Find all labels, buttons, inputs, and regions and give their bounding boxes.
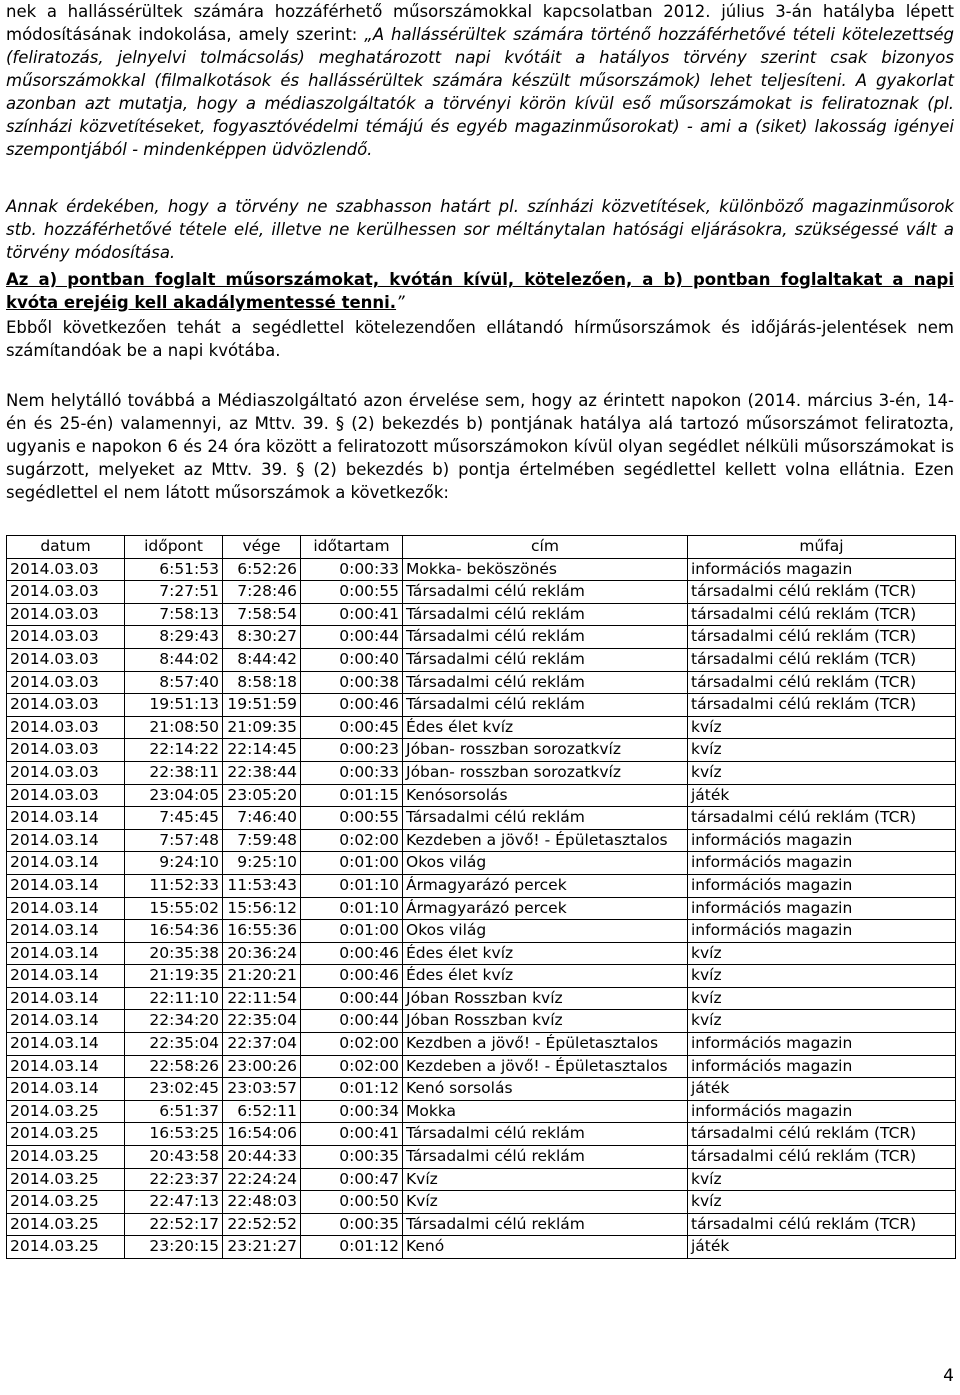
end-time-cell: 16:55:36 — [223, 920, 301, 943]
title-cell: Kenó — [403, 1236, 688, 1259]
genre-cell: információs magazin — [688, 920, 956, 943]
end-time-cell: 23:00:26 — [223, 1055, 301, 1078]
genre-cell: társadalmi célú reklám (TCR) — [688, 807, 956, 830]
end-time-cell: 9:25:10 — [223, 852, 301, 875]
table-row — [7, 1078, 956, 1101]
start-time-cell: 20:43:58 — [125, 1146, 223, 1169]
end-time-cell: 22:37:04 — [223, 1033, 301, 1056]
date-cell: 2014.03.03 — [7, 626, 125, 649]
duration-cell: 0:00:46 — [301, 942, 403, 965]
table-row — [7, 965, 956, 988]
table-header-row — [7, 536, 956, 559]
title-cell: Társadalmi célú reklám — [403, 807, 688, 830]
end-time-cell: 22:38:44 — [223, 761, 301, 784]
end-time-cell: 22:11:54 — [223, 987, 301, 1010]
start-time-cell: 7:45:45 — [125, 807, 223, 830]
date-cell: 2014.03.03 — [7, 558, 125, 581]
start-time-cell: 8:44:02 — [125, 648, 223, 671]
genre-cell: játék — [688, 1078, 956, 1101]
start-time-cell: 22:38:11 — [125, 761, 223, 784]
table-row — [7, 603, 956, 626]
duration-cell: 0:00:46 — [301, 965, 403, 988]
date-cell: 2014.03.14 — [7, 942, 125, 965]
start-time-cell: 23:04:05 — [125, 784, 223, 807]
start-time-cell: 19:51:13 — [125, 694, 223, 717]
title-cell: Édes élet kvíz — [403, 942, 688, 965]
genre-cell: társadalmi célú reklám (TCR) — [688, 694, 956, 717]
start-time-cell: 22:52:17 — [125, 1213, 223, 1236]
genre-cell: kvíz — [688, 716, 956, 739]
duration-cell: 0:00:35 — [301, 1213, 403, 1236]
table-row — [7, 648, 956, 671]
table-row — [7, 1191, 956, 1214]
header-idotartam: időtartam — [301, 536, 403, 559]
duration-cell: 0:00:46 — [301, 694, 403, 717]
header-vege: vége — [223, 536, 301, 559]
start-time-cell: 22:34:20 — [125, 1010, 223, 1033]
end-time-cell: 7:59:48 — [223, 829, 301, 852]
date-cell: 2014.03.14 — [7, 1078, 125, 1101]
date-cell: 2014.03.14 — [7, 807, 125, 830]
start-time-cell: 23:02:45 — [125, 1078, 223, 1101]
end-time-cell: 21:20:21 — [223, 965, 301, 988]
date-cell: 2014.03.03 — [7, 603, 125, 626]
start-time-cell: 8:57:40 — [125, 671, 223, 694]
title-cell: Mokka — [403, 1100, 688, 1123]
genre-cell: információs magazin — [688, 852, 956, 875]
end-time-cell: 20:44:33 — [223, 1146, 301, 1169]
table-row — [7, 1236, 956, 1259]
table-row — [7, 920, 956, 943]
duration-cell: 0:00:40 — [301, 648, 403, 671]
duration-cell: 0:02:00 — [301, 829, 403, 852]
date-cell: 2014.03.14 — [7, 1055, 125, 1078]
title-cell: Társadalmi célú reklám — [403, 626, 688, 649]
start-time-cell: 16:54:36 — [125, 920, 223, 943]
title-cell: Jóban- rosszban sorozatkvíz — [403, 761, 688, 784]
date-cell: 2014.03.14 — [7, 1033, 125, 1056]
duration-cell: 0:00:47 — [301, 1168, 403, 1191]
duration-cell: 0:01:12 — [301, 1236, 403, 1259]
date-cell: 2014.03.14 — [7, 987, 125, 1010]
duration-cell: 0:02:00 — [301, 1033, 403, 1056]
genre-cell: információs magazin — [688, 558, 956, 581]
programmes-table — [6, 535, 956, 1259]
paragraph-intro — [6, 0, 954, 161]
genre-cell: játék — [688, 1236, 956, 1259]
title-cell: Édes élet kvíz — [403, 965, 688, 988]
date-cell: 2014.03.03 — [7, 784, 125, 807]
genre-cell: társadalmi célú reklám (TCR) — [688, 581, 956, 604]
table-row — [7, 1213, 956, 1236]
duration-cell: 0:00:45 — [301, 716, 403, 739]
start-time-cell: 8:29:43 — [125, 626, 223, 649]
title-cell: Édes élet kvíz — [403, 716, 688, 739]
date-cell: 2014.03.25 — [7, 1168, 125, 1191]
header-cim: cím — [403, 536, 688, 559]
title-cell: Kezdeben a jövő! - Épületasztalos — [403, 829, 688, 852]
paragraph-amendment-purpose: Annak érdekében, hogy a törvény ne szabhasson határt pl. színházi közvetítések, különböző magazinműsorok stb. hozzáférhetővé tétele elé, illetve ne kerülhessen sor méltánytalan hatósági eljárásokra, szükségessé vált a törvény módosítása. — [6, 197, 954, 262]
title-cell: Társadalmi célú reklám — [403, 603, 688, 626]
end-time-cell: 21:09:35 — [223, 716, 301, 739]
intro-text: nek a hallássérültek számára hozzáférhető műsorszámokkal kapcsolatban 2012. július 3-án hatályba lépett módosításának indokolása, amely szerint: — [6, 2, 954, 44]
genre-cell: kvíz — [688, 739, 956, 762]
date-cell: 2014.03.25 — [7, 1146, 125, 1169]
title-cell: Jóban Rosszban kvíz — [403, 1010, 688, 1033]
end-time-cell: 15:56:12 — [223, 897, 301, 920]
genre-cell: információs magazin — [688, 1055, 956, 1078]
table-row — [7, 874, 956, 897]
end-time-cell: 8:44:42 — [223, 648, 301, 671]
start-time-cell: 23:20:15 — [125, 1236, 223, 1259]
genre-cell: társadalmi célú reklám (TCR) — [688, 648, 956, 671]
date-cell: 2014.03.03 — [7, 581, 125, 604]
duration-cell: 0:00:44 — [301, 1010, 403, 1033]
date-cell: 2014.03.25 — [7, 1100, 125, 1123]
end-time-cell: 22:52:52 — [223, 1213, 301, 1236]
genre-cell: kvíz — [688, 987, 956, 1010]
table-row — [7, 761, 956, 784]
end-time-cell: 22:14:45 — [223, 739, 301, 762]
table-row — [7, 1123, 956, 1146]
start-time-cell: 9:24:10 — [125, 852, 223, 875]
start-time-cell: 22:11:10 — [125, 987, 223, 1010]
end-time-cell: 7:46:40 — [223, 807, 301, 830]
table-row — [7, 581, 956, 604]
date-cell: 2014.03.03 — [7, 671, 125, 694]
date-cell: 2014.03.14 — [7, 852, 125, 875]
genre-cell: társadalmi célú reklám (TCR) — [688, 1213, 956, 1236]
start-time-cell: 7:27:51 — [125, 581, 223, 604]
title-cell: Kenó sorsolás — [403, 1078, 688, 1101]
page-number: 4 — [943, 1366, 954, 1386]
title-cell: Társadalmi célú reklám — [403, 648, 688, 671]
start-time-cell: 16:53:25 — [125, 1123, 223, 1146]
table-row — [7, 1146, 956, 1169]
end-time-cell: 6:52:11 — [223, 1100, 301, 1123]
date-cell: 2014.03.14 — [7, 965, 125, 988]
duration-cell: 0:00:44 — [301, 987, 403, 1010]
duration-cell: 0:00:55 — [301, 581, 403, 604]
table-row — [7, 1100, 956, 1123]
genre-cell: kvíz — [688, 965, 956, 988]
genre-cell: kvíz — [688, 1191, 956, 1214]
start-time-cell: 21:19:35 — [125, 965, 223, 988]
end-time-cell: 20:36:24 — [223, 942, 301, 965]
title-cell: Mokka- beköszönés — [403, 558, 688, 581]
duration-cell: 0:00:50 — [301, 1191, 403, 1214]
duration-cell: 0:01:15 — [301, 784, 403, 807]
genre-cell: információs magazin — [688, 874, 956, 897]
genre-cell: kvíz — [688, 1168, 956, 1191]
table-row — [7, 716, 956, 739]
genre-cell: társadalmi célú reklám (TCR) — [688, 603, 956, 626]
date-cell: 2014.03.14 — [7, 874, 125, 897]
title-cell: Kezdben a jövő! - Épületasztalos — [403, 1033, 688, 1056]
end-time-cell: 11:53:43 — [223, 874, 301, 897]
table-row — [7, 626, 956, 649]
header-idopont: időpont — [125, 536, 223, 559]
duration-cell: 0:00:55 — [301, 807, 403, 830]
header-mufaj: műfaj — [688, 536, 956, 559]
start-time-cell: 15:55:02 — [125, 897, 223, 920]
end-time-cell: 23:21:27 — [223, 1236, 301, 1259]
date-cell: 2014.03.14 — [7, 829, 125, 852]
table-row — [7, 671, 956, 694]
end-time-cell: 8:58:18 — [223, 671, 301, 694]
duration-cell: 0:00:23 — [301, 739, 403, 762]
start-time-cell: 22:23:37 — [125, 1168, 223, 1191]
date-cell: 2014.03.25 — [7, 1213, 125, 1236]
duration-cell: 0:01:10 — [301, 874, 403, 897]
start-time-cell: 11:52:33 — [125, 874, 223, 897]
genre-cell: kvíz — [688, 1010, 956, 1033]
table-row — [7, 739, 956, 762]
header-datum: datum — [7, 536, 125, 559]
end-time-cell: 23:03:57 — [223, 1078, 301, 1101]
title-cell: Társadalmi célú reklám — [403, 1123, 688, 1146]
table-row — [7, 1010, 956, 1033]
genre-cell: információs magazin — [688, 1100, 956, 1123]
title-cell: Kvíz — [403, 1191, 688, 1214]
end-time-cell: 22:24:24 — [223, 1168, 301, 1191]
genre-cell: társadalmi célú reklám (TCR) — [688, 1123, 956, 1146]
start-time-cell: 21:08:50 — [125, 716, 223, 739]
title-cell: Okos világ — [403, 852, 688, 875]
duration-cell: 0:00:34 — [301, 1100, 403, 1123]
table-row — [7, 694, 956, 717]
paragraph-conclusion: Ebből következően tehát a segédlettel kötelezendően ellátandó hírműsorszámok és időjárás-jelentések nem számítandóak be a napi kvótába. — [6, 318, 954, 360]
duration-cell: 0:01:12 — [301, 1078, 403, 1101]
table-row — [7, 784, 956, 807]
end-time-cell: 22:35:04 — [223, 1010, 301, 1033]
end-time-cell: 16:54:06 — [223, 1123, 301, 1146]
start-time-cell: 7:57:48 — [125, 829, 223, 852]
duration-cell: 0:01:00 — [301, 852, 403, 875]
date-cell: 2014.03.14 — [7, 920, 125, 943]
duration-cell: 0:01:00 — [301, 920, 403, 943]
table-row — [7, 987, 956, 1010]
date-cell: 2014.03.03 — [7, 716, 125, 739]
genre-cell: játék — [688, 784, 956, 807]
title-cell: Társadalmi célú reklám — [403, 1213, 688, 1236]
title-cell: Kvíz — [403, 1168, 688, 1191]
start-time-cell: 22:58:26 — [125, 1055, 223, 1078]
date-cell: 2014.03.03 — [7, 648, 125, 671]
start-time-cell: 7:58:13 — [125, 603, 223, 626]
genre-cell: kvíz — [688, 761, 956, 784]
title-cell: Okos világ — [403, 920, 688, 943]
end-time-cell: 6:52:26 — [223, 558, 301, 581]
date-cell: 2014.03.25 — [7, 1123, 125, 1146]
start-time-cell: 22:35:04 — [125, 1033, 223, 1056]
genre-cell: társadalmi célú reklám (TCR) — [688, 1146, 956, 1169]
date-cell: 2014.03.03 — [7, 739, 125, 762]
table-row — [7, 558, 956, 581]
date-cell: 2014.03.14 — [7, 897, 125, 920]
closing-quote: ” — [396, 293, 405, 312]
title-cell: Jóban Rosszban kvíz — [403, 987, 688, 1010]
start-time-cell: 22:47:13 — [125, 1191, 223, 1214]
title-cell: Társadalmi célú reklám — [403, 1146, 688, 1169]
table-row — [7, 897, 956, 920]
end-time-cell: 23:05:20 — [223, 784, 301, 807]
start-time-cell: 6:51:53 — [125, 558, 223, 581]
table-row — [7, 807, 956, 830]
title-cell: Ármagyarázó percek — [403, 897, 688, 920]
table-row — [7, 1055, 956, 1078]
title-cell: Társadalmi célú reklám — [403, 581, 688, 604]
end-time-cell: 22:48:03 — [223, 1191, 301, 1214]
table-body — [7, 558, 956, 1258]
genre-cell: információs magazin — [688, 829, 956, 852]
table-row — [7, 829, 956, 852]
bold-rule-text: Az a) pontban foglalt műsorszámokat, kvótán kívül, kötelezően, a b) pontban foglaltakat a napi kvóta erejéig kell akadálymentessé tenni. — [6, 270, 954, 312]
table-row — [7, 1168, 956, 1191]
start-time-cell: 22:14:22 — [125, 739, 223, 762]
duration-cell: 0:00:33 — [301, 761, 403, 784]
duration-cell: 0:00:41 — [301, 603, 403, 626]
end-time-cell: 7:58:54 — [223, 603, 301, 626]
date-cell: 2014.03.25 — [7, 1191, 125, 1214]
end-time-cell: 19:51:59 — [223, 694, 301, 717]
genre-cell: társadalmi célú reklám (TCR) — [688, 671, 956, 694]
title-cell: Kezdeben a jövő! - Épületasztalos — [403, 1055, 688, 1078]
paragraph-argument: Nem helytálló továbbá a Médiaszolgáltató azon érvelése sem, hogy az érintett napokon (2014. március 3-én, 14-én és 25-én) valamennyi, az Mttv. 39. § (2) bekezdés b) pontjának hatálya alá tartozó műsorszámot feliratozta, ugyanis e napokon 6 és 24 óra között a feliratozott műsorszámokon kívül olyan segédlet nélküli műsorszámokat is sugárzott, melyeket az Mttv. 39. § (2) bekezdés b) pontja értelmében segédlettel kellett volna ellátnia. Ezen segédlettel el nem látott műsorszámok a következők: — [6, 391, 954, 502]
date-cell: 2014.03.03 — [7, 761, 125, 784]
title-cell: Jóban- rosszban sorozatkvíz — [403, 739, 688, 762]
start-time-cell: 6:51:37 — [125, 1100, 223, 1123]
genre-cell: kvíz — [688, 942, 956, 965]
end-time-cell: 7:28:46 — [223, 581, 301, 604]
title-cell: Társadalmi célú reklám — [403, 694, 688, 717]
table-row — [7, 852, 956, 875]
title-cell: Társadalmi célú reklám — [403, 671, 688, 694]
start-time-cell: 20:35:38 — [125, 942, 223, 965]
duration-cell: 0:00:44 — [301, 626, 403, 649]
duration-cell: 0:00:41 — [301, 1123, 403, 1146]
paragraph-bold-rule — [6, 268, 954, 314]
genre-cell: információs magazin — [688, 897, 956, 920]
duration-cell: 0:00:33 — [301, 558, 403, 581]
title-cell: Ármagyarázó percek — [403, 874, 688, 897]
table-row — [7, 1033, 956, 1056]
date-cell: 2014.03.25 — [7, 1236, 125, 1259]
date-cell: 2014.03.14 — [7, 1010, 125, 1033]
duration-cell: 0:02:00 — [301, 1055, 403, 1078]
genre-cell: társadalmi célú reklám (TCR) — [688, 626, 956, 649]
duration-cell: 0:01:10 — [301, 897, 403, 920]
table-row — [7, 942, 956, 965]
end-time-cell: 8:30:27 — [223, 626, 301, 649]
date-cell: 2014.03.03 — [7, 694, 125, 717]
duration-cell: 0:00:38 — [301, 671, 403, 694]
genre-cell: információs magazin — [688, 1033, 956, 1056]
title-cell: Kenósorsolás — [403, 784, 688, 807]
duration-cell: 0:00:35 — [301, 1146, 403, 1169]
quoted-justification: „A hallássérültek számára történő hozzáférhetővé tételi kötelezettség (feliratozás, jelnyelvi tolmácsolás) meghatározott napi kvótáit a hatályos törvény szerint csak bizonyos műsorszámokkal (filmalkotások és hallássérültek számára készült műsorszámok) lehet teljesíteni. A gyakorlat azonban azt mutatja, hogy a médiaszolgáltatók a törvényi körön kívül eső műsorszámokat is feliratoznak (pl. színházi közvetítéseket, fogyasztóvédelmi témájú és egyéb magazinműsorokat) - ami a (siket) lakosság igényei szempontjából - mindenképpen üdvözlendő. — [6, 25, 954, 159]
